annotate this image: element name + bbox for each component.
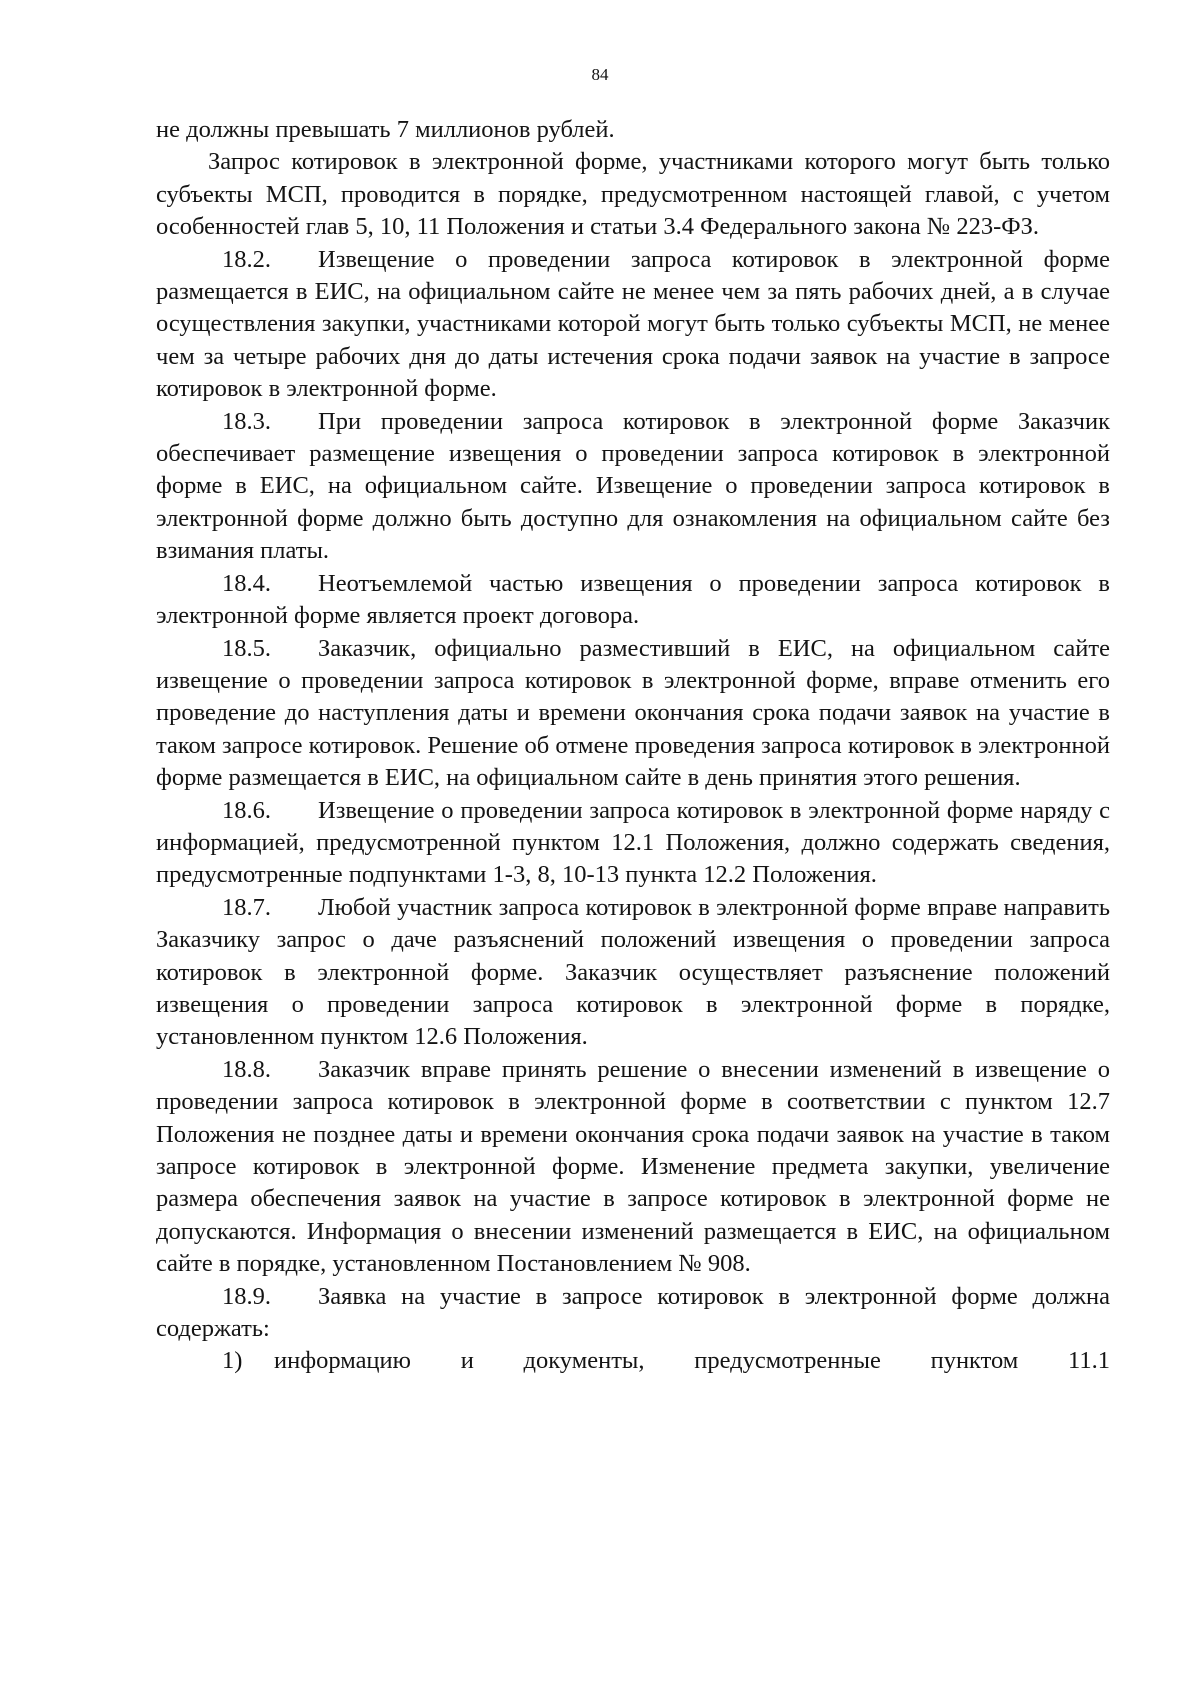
clause-text: Извещение о проведении запроса котировок в электронной форме размещается в ЕИС, на официальном сайте не менее чем за пять рабочих дней, а в случае осуществления закупки, участниками которой могут быть только субъекты МСП, не менее чем за четыре рабочих дня до даты истечения срока подачи заявок на участие в запросе котировок в электронной форме. [156, 245, 1110, 403]
clause-18-2 [156, 244, 1110, 406]
clause-number: 18.2. [222, 245, 271, 273]
list-item-text: информацию и документы, предусмотренные пунктом 11.1 [274, 1347, 1110, 1375]
clause-18-4 [156, 568, 1110, 633]
clause-text: Неотъемлемой частью извещения о проведении запроса котировок в электронной форме является проект договора. [156, 569, 1110, 630]
clause-18-8 [156, 1054, 1110, 1281]
clause-18-3 [156, 406, 1110, 568]
clause-number: 18.9. [222, 1282, 271, 1310]
paragraph-continuation: не должны превышать 7 миллионов рублей. [156, 116, 615, 143]
clause-number: 18.7. [222, 893, 271, 921]
clause-text: Извещение о проведении запроса котировок в электронной форме наряду с информацией, предусмотренной пунктом 12.1 Положения, должно содержать сведения, предусмотренные подпунктами 1-3, 8, 10-13 пункта 12.2 Положения. [156, 796, 1110, 889]
clause-text: Заказчик, официально разместивший в ЕИС, на официальном сайте извещение о проведении запроса котировок в электронной форме, вправе отменить его проведение до наступления даты и времени окончания срока подачи заявок на участие в таком запросе котировок. Решение об отмене проведения запроса котировок в электронной форме размещается в ЕИС, на официальном сайте в день принятия этого решения. [156, 634, 1110, 792]
clause-text: Любой участник запроса котировок в электронной форме вправе направить Заказчику запрос о даче разъяснений положений извещения о проведении запроса котировок в электронной форме. Заказчик осуществляет разъяснение положений извещения о проведении запроса котировок в электронной форме в порядке, установленном пунктом 12.6 Положения. [156, 893, 1110, 1051]
clause-number: 18.3. [222, 407, 271, 435]
clause-number: 18.6. [222, 796, 271, 824]
clause-text: Заявка на участие в запросе котировок в электронной форме должна содержать: [156, 1282, 1110, 1343]
clause-18-7 [156, 892, 1110, 1054]
clause-number: 18.8. [222, 1055, 271, 1083]
clause-number: 18.4. [222, 569, 271, 597]
list-item [156, 1345, 1110, 1377]
document-body [156, 114, 1110, 1378]
clause-text: Заказчик вправе принять решение о внесении изменений в извещение о проведении запроса котировок в электронной форме в соответствии с пунктом 12.7 Положения не позднее даты и времени окончания срока подачи заявок на участие в таком запросе котировок в электронной форме. Изменение предмета закупки, увеличение размера обеспечения заявок на участие в запросе котировок в электронной форме не допускаются. Информация о внесении изменений размещается в ЕИС, на официальном сайте в порядке, установленном Постановлением № 908. [156, 1055, 1110, 1278]
paragraph-smsp-quotation: Запрос котировок в электронной форме, участниками которого могут быть только субъекты МСП, проводится в порядке, предусмотренном настоящей главой, с учетом особенностей глав 5, 10, 11 Положения и статьи 3.4 Федерального закона № 223-ФЗ. [156, 148, 1110, 241]
list-item-number: 1) [222, 1347, 243, 1375]
clause-18-9 [156, 1281, 1110, 1346]
clause-text: При проведении запроса котировок в электронной форме Заказчик обеспечивает размещение извещения о проведении запроса котировок в электронной форме в ЕИС, на официальном сайте. Извещение о проведении запроса котировок в электронной форме должно быть доступно для ознакомления на официальном сайте без взимания платы. [156, 407, 1110, 565]
clause-number: 18.5. [222, 634, 271, 662]
clause-18-5 [156, 633, 1110, 795]
page-number: 84 [591, 65, 609, 84]
clause-18-6 [156, 795, 1110, 892]
